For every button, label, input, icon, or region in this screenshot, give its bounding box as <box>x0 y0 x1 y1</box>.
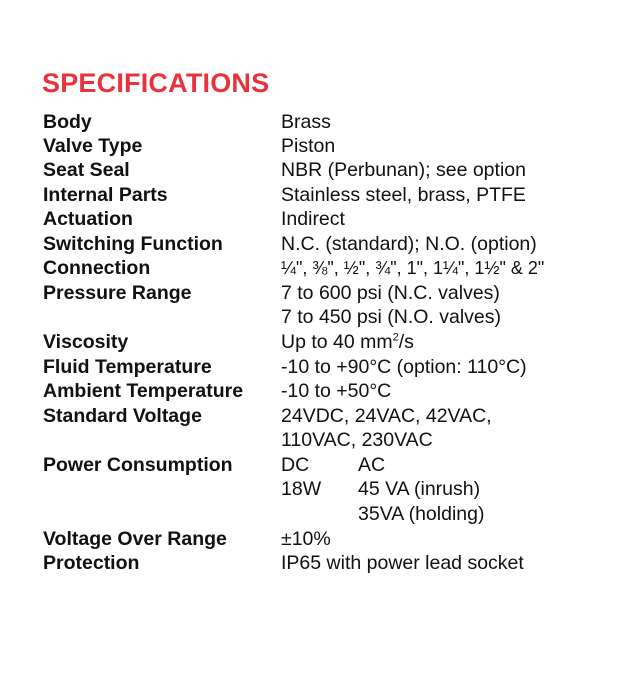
spec-row-viscosity <box>0 330 623 355</box>
spec-row-seat-seal <box>0 158 623 183</box>
viscosity-unit-tail: /s <box>398 331 414 353</box>
dc-value: 18W <box>281 478 322 500</box>
spec-label: Body <box>43 111 92 133</box>
spec-row-internal-parts <box>0 183 623 208</box>
spec-label: Valve Type <box>43 135 143 157</box>
spec-row-body <box>0 110 623 135</box>
spec-row-pressure-range-cont <box>0 305 623 330</box>
spec-value: Brass <box>281 111 331 133</box>
ac-header: AC <box>358 454 386 476</box>
spec-value: 110VAC, 230VAC <box>281 429 433 451</box>
ac-value-holding: 35VA (holding) <box>358 503 485 525</box>
spec-value: Indirect <box>281 208 345 230</box>
page-title: SPECIFICATIONS <box>42 68 270 98</box>
spec-label: Fluid Temperature <box>43 356 212 378</box>
spec-label: Power Consumption <box>43 454 233 476</box>
spec-value: -10 to +90°C (option: 110°C) <box>281 356 527 378</box>
spec-label: Switching Function <box>43 233 223 255</box>
spec-row-power-consumption <box>0 453 623 478</box>
spec-value: ±10% <box>281 528 331 550</box>
spec-value: 24VDC, 24VAC, 42VAC, <box>281 405 492 427</box>
spec-label: Actuation <box>43 208 133 230</box>
spec-value: 7 to 450 psi (N.O. valves) <box>281 306 502 328</box>
viscosity-main: Up to 40 mm <box>281 331 393 353</box>
spec-row-switching-function <box>0 232 623 257</box>
spec-row-ambient-temperature <box>0 379 623 404</box>
spec-row-power-consumption-values <box>0 477 623 502</box>
spec-row-fluid-temperature <box>0 355 623 380</box>
spec-row-standard-voltage <box>0 404 623 429</box>
spec-label: Protection <box>43 552 140 574</box>
spec-value: -10 to +50°C <box>281 380 392 402</box>
spec-row-voltage-over-range <box>0 527 623 552</box>
spec-row-valve-type <box>0 134 623 159</box>
spec-label: Connection <box>43 257 151 279</box>
dc-header: DC <box>281 454 310 476</box>
spec-value: Stainless steel, brass, PTFE <box>281 184 526 206</box>
spec-value: Piston <box>281 135 336 157</box>
spec-value: N.C. (standard); N.O. (option) <box>281 233 537 255</box>
viscosity-superscript: 2 <box>392 331 399 344</box>
spec-label: Internal Parts <box>43 184 168 206</box>
spec-label: Seat Seal <box>43 159 130 181</box>
ac-value-inrush: 45 VA (inrush) <box>358 478 481 500</box>
spec-row-pressure-range <box>0 281 623 306</box>
spec-row-power-consumption-holding <box>0 502 623 527</box>
spec-value: IP65 with power lead socket <box>281 552 524 574</box>
spec-row-standard-voltage-cont <box>0 428 623 453</box>
spec-label: Viscosity <box>43 331 129 353</box>
spec-row-connection <box>0 256 623 281</box>
spec-value <box>281 330 414 354</box>
spec-value: 7 to 600 psi (N.C. valves) <box>281 282 500 304</box>
spec-label: Voltage Over Range <box>43 528 227 550</box>
spec-label: Standard Voltage <box>43 405 202 427</box>
spec-value: NBR (Perbunan); see option <box>281 159 526 181</box>
spec-row-actuation <box>0 207 623 232</box>
spec-value: ¼", ⅜", ½", ¾", 1", 1¼", 1½" & 2" <box>281 258 545 278</box>
spec-label: Pressure Range <box>43 282 192 304</box>
spec-label: Ambient Temperature <box>43 380 244 402</box>
spec-row-protection <box>0 551 623 576</box>
